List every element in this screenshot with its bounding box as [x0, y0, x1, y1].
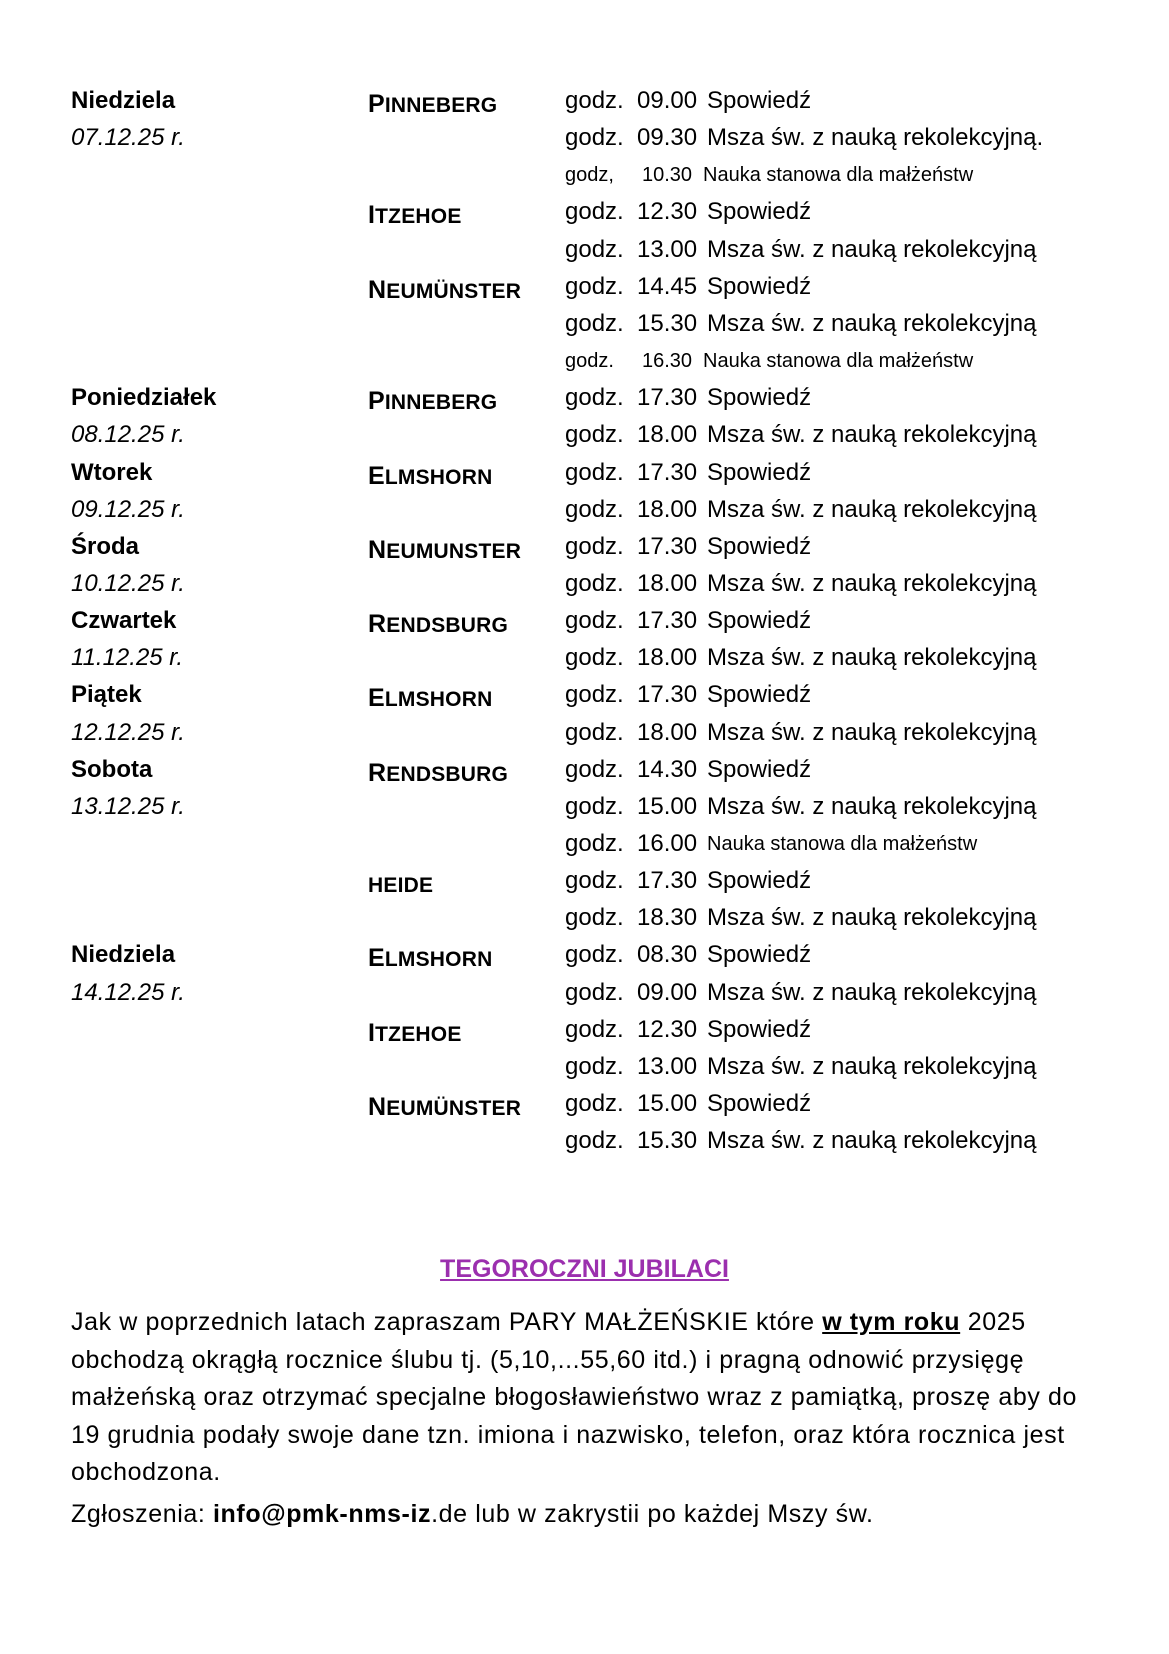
contact-email-domain: .de: [431, 1500, 468, 1528]
service-time: 08.30: [637, 941, 698, 969]
godz-label: godz.: [565, 792, 624, 820]
godz-label: godz.: [565, 941, 624, 969]
day-date: 09.12.25 r.: [71, 495, 185, 523]
service-description: Spowiedź: [707, 681, 812, 709]
schedule-row: [0, 455, 1169, 495]
place-rest: LMSHORN: [384, 465, 493, 489]
godz-label: godz.: [565, 1127, 624, 1155]
service-time: 15.00: [637, 1090, 698, 1118]
service-time: 18.00: [637, 569, 698, 597]
service-description: Msza św. z nauką rekolekcyjną: [707, 569, 1037, 597]
schedule-row: [0, 83, 1169, 123]
place-rest: ENDSBURG: [386, 762, 509, 786]
schedule-row: [0, 752, 1169, 792]
schedule-row: [0, 566, 1169, 606]
godz-label: godz.: [565, 235, 624, 263]
jubilee-text-part-1: Jak w poprzednich latach zapraszam PARY MAŁŻEŃSKIE które: [71, 1308, 823, 1336]
place-initial: E: [368, 944, 385, 973]
godz-label: godz.: [565, 1015, 624, 1043]
place-name: [368, 1093, 521, 1122]
jubilee-paragraph: [71, 1304, 1101, 1492]
service-time: 18.30: [637, 904, 698, 932]
service-description: Spowiedź: [707, 532, 812, 560]
jubilee-text-part-2: 2025 obchodzą okrągłą rocznice ślubu tj. (5,10,...55,60 itd.) i pragną odnowić przysięgę małżeńską oraz otrzymać specjalne błogosławieństwo wraz z pamiątką, proszę aby do 19 grudnia podały swoje dane tzn. imiona i nazwisko, telefon, oraz która rocznica jest obchodzona.: [71, 1308, 1077, 1486]
service-description: Spowiedź: [707, 198, 812, 226]
service-time: 15.30: [637, 309, 698, 337]
place-name: [368, 536, 521, 565]
place-name: [368, 276, 521, 305]
schedule-row: [0, 120, 1169, 160]
schedule-row: [0, 789, 1169, 829]
service-time: 09.00: [637, 87, 698, 114]
godz-label: godz.: [565, 1090, 624, 1118]
godz-label: godz,: [565, 164, 614, 187]
service-description: Spowiedź: [707, 941, 812, 969]
place-rest: LMSHORN: [384, 688, 493, 712]
day-name: Wtorek: [71, 458, 153, 486]
service-time: 16.00: [637, 830, 698, 857]
day-name: Czwartek: [71, 607, 177, 635]
day-name: Niedziela: [71, 87, 176, 114]
service-time: 17.30: [637, 607, 698, 635]
schedule-row: [0, 1049, 1169, 1089]
schedule-row: [0, 640, 1169, 680]
day-name: Piątek: [71, 681, 142, 709]
godz-label: godz.: [565, 458, 624, 486]
service-description: Spowiedź: [707, 458, 812, 486]
godz-label: godz.: [565, 87, 624, 114]
schedule-row: [0, 194, 1169, 234]
service-time: 15.30: [637, 1127, 698, 1155]
schedule-row: [0, 677, 1169, 717]
godz-label: godz.: [565, 421, 624, 449]
schedule-row: [0, 157, 1169, 197]
schedule-row: [0, 1123, 1169, 1163]
godz-label: godz.: [565, 830, 624, 857]
day-date: 14.12.25 r.: [71, 978, 185, 1006]
service-description: Msza św. z nauką rekolekcyjną: [707, 421, 1037, 449]
service-description: Msza św. z nauką rekolekcyjną: [707, 792, 1037, 820]
godz-label: godz.: [565, 904, 624, 932]
place-initial: P: [368, 90, 385, 118]
place-initial: I: [368, 1018, 376, 1047]
service-description: Msza św. z nauką rekolekcyjną: [707, 978, 1037, 1006]
day-date: 10.12.25 r.: [71, 569, 185, 597]
service-description: Msza św. z nauką rekolekcyjną: [707, 309, 1037, 337]
service-description: Spowiedź: [707, 607, 812, 635]
godz-label: godz.: [565, 718, 624, 746]
day-date: 13.12.25 r.: [71, 792, 185, 820]
schedule-row: [0, 417, 1169, 457]
place-name: [368, 870, 433, 899]
service-description: Spowiedź: [707, 1015, 812, 1043]
service-time: 14.45: [637, 272, 698, 300]
place-initial: P: [368, 387, 385, 416]
jubilee-text-emphasis: w tym roku: [822, 1308, 961, 1336]
service-description: Spowiedź: [707, 755, 812, 783]
jubilee-heading: TEGOROCZNI JUBILACI: [440, 1255, 729, 1283]
place-rest: TZEHOE: [375, 1022, 462, 1046]
service-time: 18.00: [637, 644, 698, 672]
service-time: 13.00: [637, 235, 698, 263]
day-name: Poniedziałek: [71, 384, 217, 412]
schedule-row: [0, 232, 1169, 272]
service-description: Msza św. z nauką rekolekcyjną: [707, 718, 1037, 746]
service-description: Msza św. z nauką rekolekcyjną: [707, 235, 1037, 263]
place-name: [368, 201, 462, 230]
place-rest: TZEHOE: [375, 205, 462, 229]
place-rest: EUMUNSTER: [386, 539, 522, 563]
service-time: 18.00: [637, 421, 698, 449]
contact-rest: lub w zakrystii po każdej Mszy św.: [467, 1500, 874, 1528]
service-time: 18.00: [637, 718, 698, 746]
godz-label: godz.: [565, 978, 624, 1006]
schedule-row: [0, 492, 1169, 532]
place-initial: I: [368, 201, 376, 230]
godz-label: godz.: [565, 272, 624, 300]
godz-label: godz.: [565, 384, 624, 412]
service-description: Msza św. z nauką rekolekcyjną: [707, 495, 1037, 523]
godz-label: godz.: [565, 681, 624, 709]
place-name: [368, 759, 508, 788]
day-date: 11.12.25 r.: [71, 644, 184, 672]
schedule-row: [0, 900, 1169, 940]
godz-label: godz.: [565, 569, 624, 597]
service-time: 13.00: [637, 1052, 698, 1080]
place-rest: HEIDE: [368, 874, 434, 898]
day-date: 12.12.25 r.: [71, 718, 185, 746]
service-time: 12.30: [637, 198, 698, 226]
service-description: Spowiedź: [707, 87, 812, 114]
service-time: 10.30: [642, 164, 693, 187]
day-name: Niedziela: [71, 941, 176, 969]
schedule-row: [0, 975, 1169, 1015]
service-time: 17.30: [637, 867, 698, 895]
place-initial: E: [368, 684, 385, 713]
day-name: Środa: [71, 532, 140, 560]
service-time: 09.00: [637, 978, 698, 1006]
godz-label: godz.: [565, 755, 624, 783]
place-name: [368, 387, 497, 416]
service-description: Nauka stanowa dla małżeństw: [703, 164, 974, 187]
service-time: 18.00: [637, 495, 698, 523]
service-time: 17.30: [637, 384, 698, 412]
godz-label: godz.: [565, 198, 624, 226]
place-name: [368, 944, 492, 973]
service-description: Nauka stanowa dla małżeństw: [703, 350, 974, 373]
godz-label: godz.: [565, 867, 624, 895]
service-description: Msza św. z nauką rekolekcyjną: [707, 644, 1037, 672]
godz-label: godz.: [565, 124, 624, 152]
schedule-row: [0, 306, 1169, 346]
godz-label: godz.: [565, 644, 624, 672]
godz-label: godz.: [565, 1052, 624, 1080]
schedule-row: [0, 863, 1169, 903]
service-time: 14.30: [637, 755, 698, 783]
service-description: Spowiedź: [707, 272, 812, 300]
schedule-row: [0, 937, 1169, 977]
place-initial: N: [368, 1093, 387, 1122]
contact-email-user: info@pmk-nms-iz: [213, 1500, 432, 1528]
place-name: [368, 610, 508, 639]
place-rest: EUMÜNSTER: [386, 279, 522, 303]
service-description: Spowiedź: [707, 867, 812, 895]
service-time: 15.00: [637, 792, 698, 820]
contact-line: [71, 1500, 874, 1529]
contact-label: Zgłoszenia:: [71, 1500, 213, 1528]
place-initial: R: [368, 758, 387, 787]
place-rest: INNEBERG: [384, 391, 498, 415]
service-description: Msza św. z nauką rekolekcyjną: [707, 1052, 1037, 1080]
place-initial: E: [368, 461, 385, 490]
godz-label: godz.: [565, 607, 624, 635]
service-description: Msza św. z nauką rekolekcyjną.: [707, 124, 1044, 152]
day-name: Sobota: [71, 755, 153, 783]
place-initial: R: [368, 610, 387, 639]
service-description: Msza św. z nauką rekolekcyjną: [707, 1127, 1037, 1155]
schedule-row: [0, 826, 1169, 866]
place-initial: N: [368, 275, 387, 304]
godz-label: godz.: [565, 532, 624, 560]
schedule-row: [0, 603, 1169, 643]
schedule-row: [0, 1086, 1169, 1126]
godz-label: godz.: [565, 495, 624, 523]
godz-label: godz.: [565, 309, 624, 337]
schedule-row: [0, 343, 1169, 383]
day-date: 07.12.25 r.: [71, 124, 185, 152]
place-name: [368, 1019, 462, 1048]
service-time: 17.30: [637, 681, 698, 709]
godz-label: godz.: [565, 350, 614, 373]
schedule-row: [0, 529, 1169, 569]
service-time: 16.30: [642, 350, 693, 373]
service-description: Nauka stanowa dla małżeństw: [707, 833, 978, 855]
place-initial: N: [368, 535, 387, 564]
service-description: Msza św. z nauką rekolekcyjną: [707, 904, 1037, 932]
service-time: 12.30: [637, 1015, 698, 1043]
schedule-row: [0, 1012, 1169, 1052]
service-time: 09.30: [637, 124, 698, 152]
place-name: [368, 462, 492, 491]
service-time: 17.30: [637, 532, 698, 560]
schedule-row: [0, 715, 1169, 755]
service-description: Spowiedź: [707, 384, 812, 412]
place-name: [368, 684, 492, 713]
service-time: 17.30: [637, 458, 698, 486]
schedule-row: [0, 380, 1169, 420]
place-rest: EUMÜNSTER: [386, 1097, 522, 1121]
day-date: 08.12.25 r.: [71, 421, 185, 449]
schedule-row: [0, 269, 1169, 309]
place-rest: LMSHORN: [384, 948, 493, 972]
service-description: Spowiedź: [707, 1090, 812, 1118]
place-name: [368, 90, 497, 119]
place-rest: ENDSBURG: [386, 614, 509, 638]
place-rest: INNEBERG: [384, 94, 498, 117]
